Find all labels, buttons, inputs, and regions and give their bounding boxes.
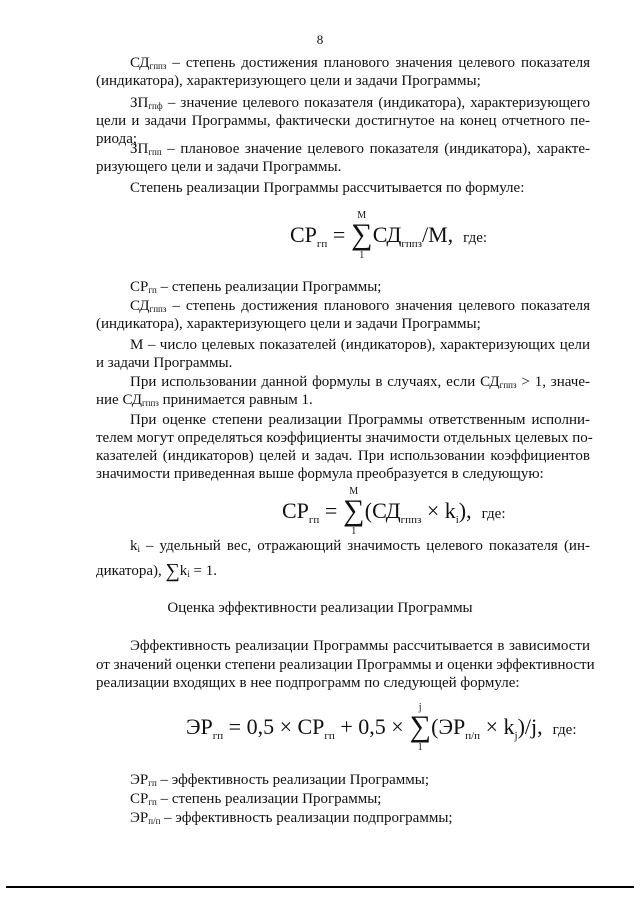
subscript: i	[137, 544, 141, 554]
formula-equals: =	[327, 222, 351, 247]
sum-lower-limit: 1	[351, 526, 357, 537]
subscript: гппз	[141, 398, 159, 408]
definition-er-subprogram	[130, 809, 590, 827]
symbol: ЭР	[130, 772, 149, 788]
symbol: ЗП	[130, 141, 149, 157]
symbol: СР	[130, 791, 149, 807]
symbol: СД	[130, 55, 150, 71]
text: – степень достижения планового значения целевого показателя	[166, 55, 590, 71]
weights-paragraph-line-3: казателей (индикаторов) целей и задач. При использовании коэффициентов	[96, 448, 590, 464]
definition-sr-2	[130, 790, 590, 808]
subscript: гппз	[149, 304, 167, 314]
text: – плановое значение целевого показателя (индикатора), характе-	[161, 141, 590, 157]
formula-multiplier: × k	[480, 714, 515, 739]
formula-term-1-subscript: гп	[324, 730, 335, 742]
inline-equals-one: = 1	[189, 563, 214, 579]
formula-equals: =	[319, 498, 343, 523]
definition-zpf-line-1	[130, 94, 590, 112]
definition-ki-line-2	[96, 562, 590, 580]
formula-term: (ЭР	[431, 714, 466, 739]
sigma-glyph: ∑	[409, 710, 431, 743]
formula-where: где:	[463, 230, 488, 246]
sigma-glyph: ∑	[343, 494, 365, 527]
definition-m-line-2: и задачи Программы.	[96, 355, 233, 371]
formula-weighted-implementation	[282, 481, 506, 541]
formula-lhs: СР	[290, 222, 317, 247]
definition-sd2-line-2: (индикатора), характеризующего цели и задачи Программы;	[96, 316, 481, 332]
formula-term-subscript: п/п	[465, 730, 481, 742]
subscript: гппз	[499, 380, 517, 390]
definition-m-line-1: М – число целевых показателей (индикаторов), характеризующих цели	[130, 337, 590, 353]
formula-tail: ),	[458, 498, 472, 523]
efficiency-paragraph-line-3: реализации входящих в нее подпрограмм по следующей формуле:	[96, 675, 520, 691]
text: – степень реализации Программы;	[156, 279, 382, 295]
definition-ki-line-1	[130, 537, 590, 555]
summation-sign	[351, 205, 373, 265]
text: – эффективность реализации Программы;	[156, 772, 430, 788]
definition-sd-line-1	[130, 54, 590, 72]
definition-sd-line-2: (индикатора), характеризующего цели и задачи Программы;	[96, 73, 481, 89]
sigma-glyph: ∑	[351, 218, 373, 251]
symbol: ЭР	[130, 810, 149, 826]
sum-lower-limit: 1	[417, 742, 423, 753]
inline-sigma-glyph: ∑	[165, 560, 180, 582]
formula-program-efficiency	[186, 697, 577, 757]
formula-tail: )/j,	[517, 714, 543, 739]
formula-k-subscript: j	[514, 730, 518, 742]
section-heading: Оценка эффективности реализации Программы	[167, 600, 473, 616]
inline-k: k	[179, 563, 188, 579]
weights-paragraph-line-1: При оценке степени реализации Программы ответственным исполни-	[130, 412, 590, 428]
formula-lhs: СР	[282, 498, 309, 523]
symbol: СР	[130, 279, 149, 295]
subscript: п/п	[148, 816, 161, 826]
formula-term: (СД	[364, 498, 401, 523]
formula-lhs-subscript: гп	[308, 514, 320, 526]
inline-period: .	[213, 563, 217, 579]
text: При использовании данной формулы в случаях, если СД	[130, 374, 500, 390]
subscript: гпф	[148, 101, 163, 111]
formula-tail: /М,	[421, 222, 454, 247]
text: – степень достижения планового значения целевого показателя	[166, 298, 590, 314]
subscript: гппз	[149, 61, 167, 71]
summation-sign	[343, 481, 365, 541]
formula-intro: Степень реализации Программы рассчитывается по формуле:	[130, 180, 525, 196]
formula-multiplier: × k	[421, 498, 456, 523]
subscript: гпп	[148, 147, 162, 157]
efficiency-paragraph-line-2: от значений оценки степени реализации Программы и оценки эффективности	[96, 657, 595, 673]
text: – значение целевого показателя (индикатора), характеризующего	[162, 95, 590, 111]
subscript: гп	[148, 285, 157, 295]
formula-where: где:	[481, 506, 506, 522]
formula-term-1: = 0,5 × СР	[223, 714, 325, 739]
text: принимается равным 1.	[158, 392, 313, 408]
condition-line-1	[130, 373, 590, 391]
formula-term: СД	[372, 222, 402, 247]
text: – эффективность реализации подпрограммы;	[160, 810, 453, 826]
sum-lower-limit: 1	[359, 250, 365, 261]
formula-lhs-subscript: гп	[316, 238, 328, 250]
text: – степень реализации Программы;	[156, 791, 382, 807]
symbol: СД	[130, 298, 150, 314]
condition-line-2	[96, 391, 590, 409]
summation-sign	[409, 697, 431, 757]
definition-sd2-line-1	[130, 297, 590, 315]
formula-lhs-subscript: гп	[212, 730, 224, 742]
subscript: гп	[148, 778, 157, 788]
weights-paragraph-line-4: значимости приведенная выше формула преобразуется в следующую:	[96, 466, 544, 482]
formula-program-implementation	[290, 205, 487, 265]
definition-zpf-line-3: риода;	[96, 131, 138, 147]
definition-zpp-line-1	[130, 140, 590, 158]
efficiency-paragraph-line-1: Эффективность реализации Программы рассчитывается в зависимости	[130, 638, 590, 654]
text: – удельный вес, отражающий значимость целевого показателя (ин-	[140, 538, 590, 554]
sum-upper-limit: M	[349, 486, 359, 497]
subscript: гп	[148, 797, 157, 807]
definition-er	[130, 771, 590, 789]
symbol: k	[130, 538, 138, 554]
definition-zpp-line-2: ризующего цели и задачи Программы.	[96, 159, 342, 175]
formula-lhs: ЭР	[186, 714, 213, 739]
formula-k-subscript: i	[455, 514, 459, 526]
formula-term-2: + 0,5 ×	[334, 714, 410, 739]
formula-term-subscript: гппз	[400, 514, 422, 526]
formula-term-subscript: гппз	[401, 238, 422, 250]
text: ние СД	[96, 392, 142, 408]
bottom-rule	[6, 886, 634, 888]
definition-sr	[130, 278, 590, 296]
inline-k-subscript: i	[187, 569, 190, 579]
text: дикатора),	[96, 563, 162, 579]
weights-paragraph-line-2: телем могут определяться коэффициенты значимости отдельных целевых по-	[96, 430, 593, 446]
definition-zpf-line-2: цели и задачи Программы, фактически достигнутое на конец отчетного пе-	[96, 113, 590, 129]
sum-upper-limit: j	[418, 702, 422, 713]
sum-upper-limit: M	[357, 210, 367, 221]
formula-where: где:	[552, 722, 577, 738]
text: > 1, значе-	[516, 374, 590, 390]
page-number: 8	[316, 32, 324, 47]
symbol: ЗП	[130, 95, 149, 111]
